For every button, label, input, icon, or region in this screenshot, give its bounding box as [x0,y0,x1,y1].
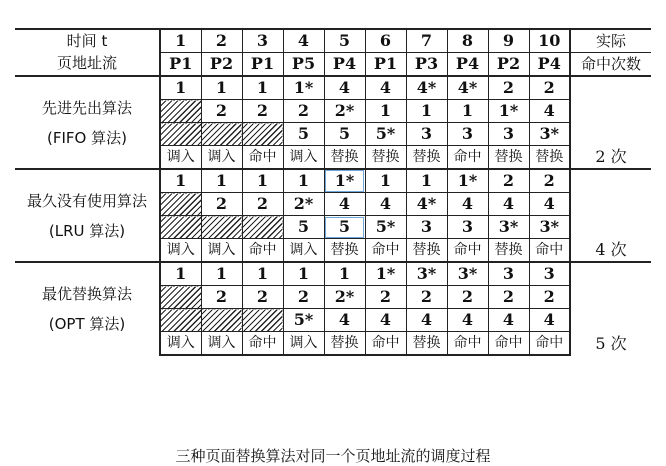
frame-cell: 4 [447,193,488,216]
frame-cell: 1 [201,169,242,193]
page-cell: P2 [201,53,242,77]
hit-count-cell [570,169,651,262]
frame-cell: 3* [447,262,488,286]
status-cell: 命中 [447,146,488,170]
frame-cell: 4 [529,309,570,332]
frame-cell: 2 [488,286,529,309]
frame-cell: 2 [242,193,283,216]
frame-cell: 2* [324,286,365,309]
figure-caption: 三种页面替换算法对同一个页地址流的调度过程 [175,447,491,465]
frame-cell: 5 [283,123,324,146]
algorithm-name-line: 先进先出算法 [41,98,132,117]
frame-cell: 4 [406,309,447,332]
empty-frame-cell [160,216,201,239]
page-replacement-table [15,28,651,356]
frame-cell: 5* [283,309,324,332]
status-cell: 命中 [529,239,570,263]
status-cell: 调入 [160,146,201,170]
hit-count: 4 次 [595,240,627,259]
scheduling-figure [15,28,651,465]
frame-cell: 5 [283,216,324,239]
status-cell: 调入 [201,332,242,356]
status-cell: 替换 [406,239,447,263]
algorithm-name-line: (FIFO 算法) [47,128,127,147]
frame-cell: 4 [324,193,365,216]
empty-frame-cell [201,309,242,332]
status-cell: 替换 [365,146,406,170]
frame-cell: 1 [242,169,283,193]
status-cell: 替换 [324,332,365,356]
frame-cell: 3* [406,262,447,286]
frame-cell: 2 [242,286,283,309]
empty-frame-cell [160,286,201,309]
time-cell: 4 [283,29,324,53]
status-cell: 命中 [529,332,570,356]
frame-cell: 3 [406,123,447,146]
header-time-row [15,29,651,53]
time-cell: 5 [324,29,365,53]
frame-cell: 4 [365,76,406,100]
page-cell: P4 [529,53,570,77]
page-cell: P4 [324,53,365,77]
frame-cell: 1 [201,262,242,286]
time-cell: 8 [447,29,488,53]
frame-row [15,169,651,193]
frame-cell: 2* [283,193,324,216]
status-cell: 替换 [488,239,529,263]
hit-count: 2 次 [595,147,627,166]
status-cell: 调入 [201,239,242,263]
frame-cell: 3 [488,123,529,146]
frame-cell: 1 [406,169,447,193]
page-cell: P4 [447,53,488,77]
hit-count-cell [570,262,651,355]
algorithm-name-line: (OPT 算法) [48,315,126,333]
frame-cell: 3* [529,123,570,146]
header-page-row [15,53,651,77]
time-cell: 1 [160,29,201,53]
status-cell: 替换 [406,332,447,356]
frame-cell: 1 [365,169,406,193]
frame-cell: 2 [529,286,570,309]
frame-cell: 1 [242,76,283,100]
frame-cell: 4 [324,76,365,100]
page-cell: P1 [365,53,406,77]
status-cell: 替换 [324,146,365,170]
frame-cell: 2 [242,100,283,123]
empty-frame-cell [160,123,201,146]
frame-cell: 4* [447,76,488,100]
status-cell: 命中 [488,332,529,356]
page-cell: P2 [488,53,529,77]
frame-cell: 2 [283,100,324,123]
status-cell: 调入 [160,239,201,263]
frame-cell: 1* [365,262,406,286]
hit-count: 5 次 [595,334,627,353]
page-stream-label: 页地址流 [15,53,160,77]
frame-cell: 1 [242,262,283,286]
frame-cell: 5 [324,123,365,146]
frame-cell: 5 [324,216,365,239]
frame-cell: 1 [201,76,242,100]
frame-cell: 1 [324,262,365,286]
empty-frame-cell [160,100,201,123]
frame-cell: 1 [160,262,201,286]
frame-cell: 5* [365,216,406,239]
empty-frame-cell [201,123,242,146]
frame-cell: 3* [488,216,529,239]
frame-cell: 1* [324,169,365,193]
frame-cell: 4 [488,193,529,216]
frame-cell: 2 [488,76,529,100]
frame-cell: 4 [365,309,406,332]
frame-cell: 2* [324,100,365,123]
frame-cell: 2 [406,286,447,309]
frame-cell: 3* [529,216,570,239]
page-cell: P1 [160,53,201,77]
actual-label: 实际 [570,29,651,53]
status-cell: 命中 [242,146,283,170]
frame-cell: 1 [283,169,324,193]
frame-cell: 3 [447,216,488,239]
time-label: 时间 t [15,29,160,53]
page-cell: P5 [283,53,324,77]
frame-cell: 5* [365,123,406,146]
frame-cell: 3 [447,123,488,146]
status-cell: 调入 [283,332,324,356]
frame-cell: 1 [406,100,447,123]
status-cell: 调入 [160,332,201,356]
hits-label: 命中次数 [570,53,651,77]
frame-cell: 2 [283,286,324,309]
algorithm-name [15,76,160,169]
frame-cell: 2 [201,286,242,309]
time-cell: 10 [529,29,570,53]
frame-cell: 2 [529,76,570,100]
frame-cell: 1* [283,76,324,100]
time-cell: 7 [406,29,447,53]
algorithm-name [15,169,160,262]
time-cell: 9 [488,29,529,53]
frame-cell: 1 [283,262,324,286]
frame-cell: 1 [365,100,406,123]
frame-cell: 4 [529,193,570,216]
status-cell: 替换 [406,146,447,170]
frame-cell: 2 [488,169,529,193]
status-cell: 调入 [283,146,324,170]
page-cell: P1 [242,53,283,77]
status-cell: 调入 [283,239,324,263]
frame-row [15,76,651,100]
frame-cell: 4 [324,309,365,332]
frame-cell: 1 [160,76,201,100]
frame-cell: 2 [529,169,570,193]
algorithm-name-line: 最优替换算法 [41,285,132,303]
frame-cell: 4 [529,100,570,123]
algorithm-name-line: (LRU 算法) [48,221,126,240]
empty-frame-cell [242,309,283,332]
status-cell: 命中 [365,239,406,263]
time-cell: 3 [242,29,283,53]
frame-cell: 3 [406,216,447,239]
frame-cell: 1 [160,169,201,193]
frame-cell: 4 [488,309,529,332]
time-cell: 2 [201,29,242,53]
frame-cell: 4 [447,309,488,332]
frame-cell: 1* [447,169,488,193]
frame-cell: 3 [529,262,570,286]
frame-cell: 3 [488,262,529,286]
status-cell: 命中 [242,332,283,356]
status-cell: 替换 [324,239,365,263]
frame-cell: 4 [365,193,406,216]
frame-cell: 2 [201,100,242,123]
status-cell: 命中 [242,239,283,263]
empty-frame-cell [160,309,201,332]
status-cell: 命中 [447,332,488,356]
status-cell: 替换 [488,146,529,170]
algorithm-name [15,262,160,355]
page-cell: P3 [406,53,447,77]
status-cell: 调入 [201,146,242,170]
frame-cell: 2 [365,286,406,309]
frame-cell: 1 [447,100,488,123]
status-cell: 替换 [529,146,570,170]
empty-frame-cell [242,123,283,146]
status-cell: 命中 [365,332,406,356]
time-cell: 6 [365,29,406,53]
algorithm-name-line: 最久没有使用算法 [26,191,147,210]
empty-frame-cell [242,216,283,239]
status-cell: 命中 [447,239,488,263]
frame-cell: 1* [488,100,529,123]
frame-cell: 2 [447,286,488,309]
hit-count-cell [570,76,651,169]
empty-frame-cell [160,193,201,216]
frame-cell: 4* [406,76,447,100]
frame-row [15,262,651,286]
empty-frame-cell [201,216,242,239]
frame-cell: 4* [406,193,447,216]
frame-cell: 2 [201,193,242,216]
